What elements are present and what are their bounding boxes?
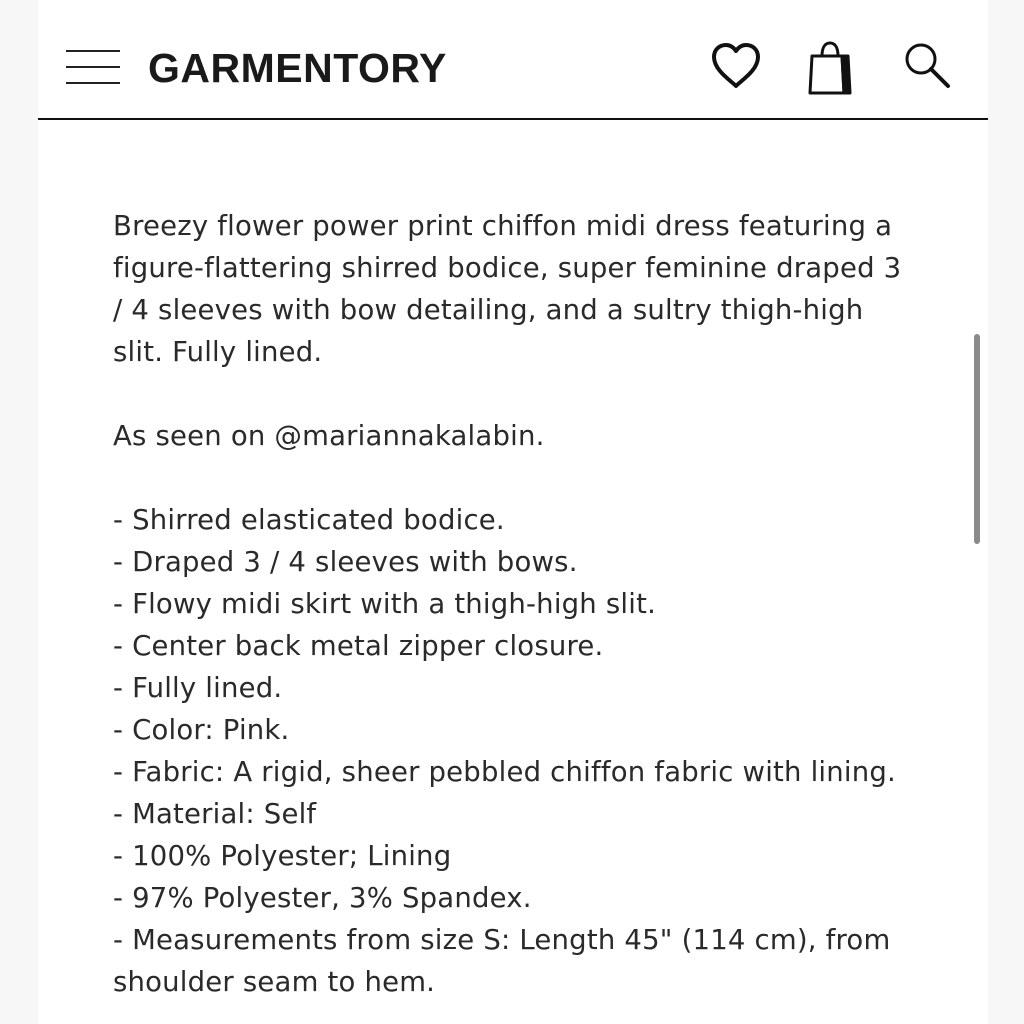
site-logo[interactable]: GARMENTORY	[148, 45, 447, 91]
bullet-item: - 100% Polyester; Lining	[113, 840, 452, 872]
bullet-item: - Measurements from size S: Length 45" (114 cm), from shoulder seam to hem.	[113, 924, 891, 998]
paragraph-gap	[113, 457, 903, 499]
bullet-item: - Fabric: A rigid, sheer pebbled chiffon fabric with lining.	[113, 756, 896, 788]
bullet-item: - Shirred elasticated bodice.	[113, 504, 505, 536]
product-page	[38, 0, 988, 1024]
bullet-item: - 97% Polyester, 3% Spandex.	[113, 882, 532, 914]
scrollbar[interactable]	[974, 334, 980, 544]
shopping-bag-icon[interactable]	[806, 40, 854, 96]
bullet-item: - Material: Self	[113, 798, 317, 830]
bullet-item: - Color: Pink.	[113, 714, 290, 746]
hamburger-menu-icon[interactable]	[66, 50, 120, 86]
description-intro: Breezy flower power print chiffon midi dress featuring a figure-flattering shirred bodice, super feminine draped 3 / 4 sleeves with bow detailing, and a sultry thigh-high slit. Fully lined.	[113, 210, 902, 368]
site-header	[38, 0, 988, 120]
product-description	[113, 205, 903, 1003]
as-seen-on-text: As seen on @mariannakalabin.	[113, 420, 545, 452]
bullet-item: - Flowy midi skirt with a thigh-high slit.	[113, 588, 657, 620]
bullet-item: - Draped 3 / 4 sleeves with bows.	[113, 546, 578, 578]
search-icon[interactable]	[902, 40, 952, 90]
heart-icon[interactable]	[710, 42, 762, 90]
bullet-item: - Center back metal zipper closure.	[113, 630, 604, 662]
paragraph-gap	[113, 373, 903, 415]
bullet-item: - Fully lined.	[113, 672, 283, 704]
